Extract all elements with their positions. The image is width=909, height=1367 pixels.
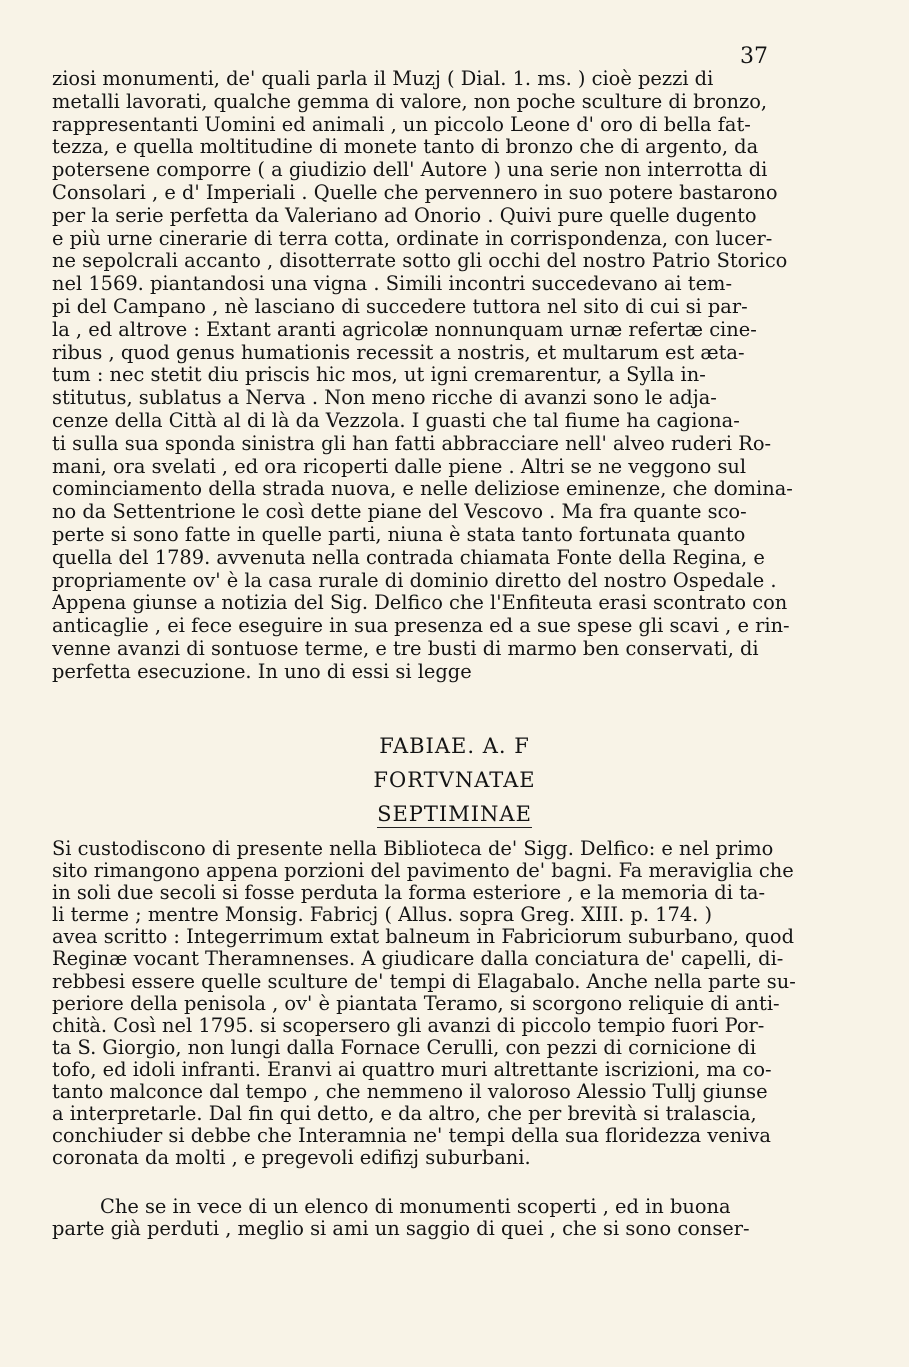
paragraph-3 [52,1196,832,1240]
text-line: cominciamento della strada nuova, e nelle deliziose eminenze, che domina- [52,478,793,501]
text-line: quella del 1789. avvenuta nella contrada chiamata Fonte della Regina, e [52,546,765,569]
text-line: ti sulla sua sponda sinistra gli han fatti abbracciare nell' alveo ruderi Ro- [52,432,772,455]
text-line: Si custodiscono di presente nella Biblioteca de' Sigg. Delfico: e nel primo [52,838,774,860]
text-line: e più urne cinerarie di terra cotta, ordinate in corrispondenza, con lucer- [52,227,773,250]
text-line: mani, ora svelati , ed ora ricoperti dalle piene . Altri se ne veggono sul [52,455,747,478]
text-line: la , ed altrove : Extant aranti agricolæ nonnunquam urnæ refertæ cine- [52,318,757,341]
page-number: 37 [740,44,768,69]
inscription-line-2: FORTVNATAE [373,768,536,792]
text-line: metalli lavorati, qualche gemma di valore, non poche sculture di bronzo, [52,90,768,113]
text-line: Consolari , e d' Imperiali . Quelle che pervennero in suo potere bastarono [52,181,778,204]
text-line: parte già perduti , meglio si ami un saggio di quei , che si sono conser- [52,1218,750,1241]
text-line: perfetta esecuzione. In uno di essi si legge [52,660,472,683]
text-line: rappresentanti Uomini ed animali , un piccolo Leone d' oro di bella fat- [52,113,751,136]
text-line: nel 1569. piantandosi una vigna . Simili incontri succedevano ai tem- [52,273,732,296]
text-line: li terme ; mentre Monsig. Fabricj ( Allus. sopra Greg. XIII. p. 174. ) [52,904,713,927]
text-line: ta S. Giorgio, non lungi dalla Fornace Cerulli, con pezzi di cornicione di [52,1036,757,1059]
paragraph-1 [52,68,832,684]
text-line: in soli due secoli si fosse perduta la forma esteriore , e la memoria di ta- [52,882,765,905]
text-line: conchiuder si debbe che Interamnia ne' tempi della sua floridezza veniva [52,1125,771,1148]
text-line: tum : nec stetit diu priscis hic mos, ut igni cremarentur, a Sylla in- [52,364,706,387]
text-line: anticaglie , ei fece eseguire in sua presenza ed a sue spese gli scavi , e rin- [52,615,790,638]
text-line: periore della penisola , ov' è piantata Teramo, si scorgono reliquie di anti- [52,992,780,1015]
text-line: chità. Così nel 1795. si scopersero gli avanzi di piccolo tempio fuori Por- [52,1014,765,1037]
text-line: tezza, e quella moltitudine di monete tanto di bronzo che di argento, da [52,136,759,159]
text-line: no da Settentrione le così dette piane del Vescovo . Ma fra quante sco- [52,501,747,524]
paragraph-2 [52,838,832,1169]
text-line: potersene comporre ( a giudizio dell' Autore ) una serie non interrotta di [52,159,768,182]
text-line: Reginæ vocant Theramnenses. A giudicare dalla conciatura de' capelli, di- [52,948,784,971]
text-line: avea scritto : Integerrimum extat balneum in Fabriciorum suburbano, quod [52,926,795,949]
text-line: per la serie perfetta da Valeriano ad Onorio . Quivi pure quelle dugento [52,204,757,227]
text-line: ziosi monumenti, de' quali parla il Muzj ( Dial. 1. ms. ) cioè pezzi di [52,68,714,90]
text-line: tofo, ed idoli infranti. Eranvi ai quattro muri altrettante iscrizioni, ma co- [52,1058,772,1081]
text-line: propriamente ov' è la casa rurale di dominio diretto del nostro Ospedale . [52,569,777,592]
text-line: pi del Campano , nè lasciano di succedere tuttora nel sito di cui si par- [52,295,748,318]
text-line: a interpretarle. Dal fin qui detto, e da altro, che per brevità si tralascia, [52,1103,757,1126]
text-line: Appena giunse a notizia del Sig. Delfico che l'Enfiteuta erasi scontrato con [52,592,788,615]
text-line: perte si sono fatte in quelle parti, niuna è stata tanto fortunata quanto [52,523,746,546]
text-line: stitutus, sublatus a Nerva . Non meno ricche di avanzi sono le adja- [52,387,717,410]
text-line: Che se in vece di un elenco di monumenti scoperti , ed in buona [100,1196,731,1218]
text-line: ne sepolcrali accanto , disotterrate sotto gli occhi del nostro Patrio Storico [52,250,788,273]
text-line: coronata da molti , e pregevoli edifizj suburbani. [52,1147,531,1170]
inscription-line-1: FABIAE. A. F [379,734,530,758]
text-line: tanto malconce dal tempo , che nemmeno il valoroso Alessio Tullj giunse [52,1081,768,1104]
text-line: ribus , quod genus humationis recessit a nostris, et multarum est æta- [52,341,745,364]
text-line: rebbesi essere quelle sculture de' tempi di Elagabalo. Anche nella parte su- [52,970,796,993]
text-line: cenze della Città al di là da Vezzola. I guasti che tal fiume ha cagiona- [52,409,740,432]
text-line: sito rimangono appena porzioni del pavimento de' bagni. Fa meraviglia che [52,860,794,883]
inscription-line-3-text: SEPTIMINAE [377,802,532,826]
inscription-line-3 [0,804,909,825]
text-line: venne avanzi di sontuose terme, e tre busti di marmo ben conservati, di [52,637,759,660]
